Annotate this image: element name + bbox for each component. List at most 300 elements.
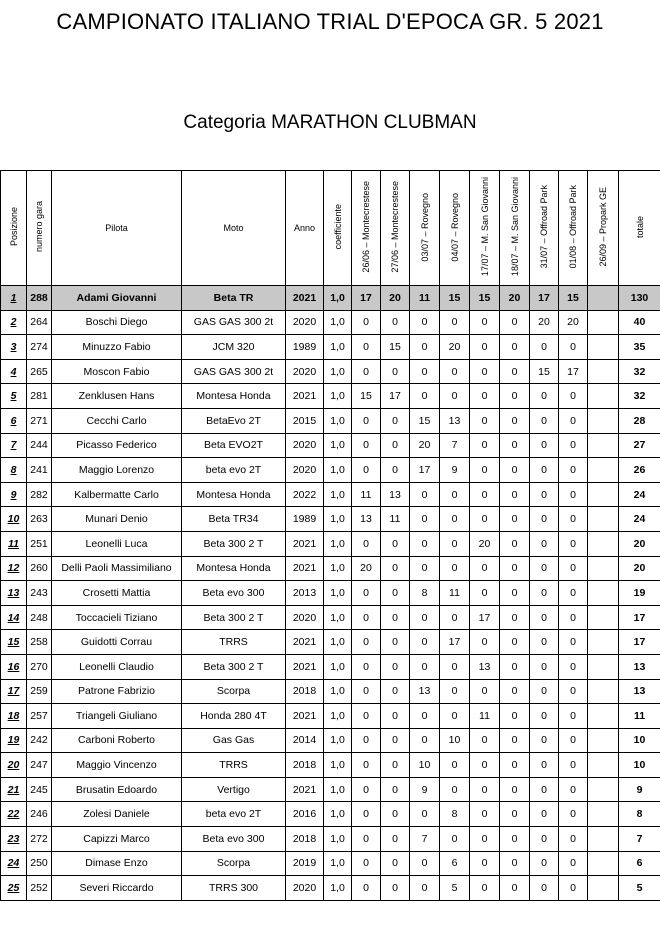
position-cell: 3 (1, 335, 27, 360)
race-points-cell: 0 (410, 704, 440, 729)
table-row (1, 384, 660, 409)
race-points-cell: 0 (440, 531, 470, 556)
race-number-cell: 243 (27, 581, 52, 606)
race-number-cell: 248 (27, 605, 52, 630)
race-points-cell: 0 (500, 704, 530, 729)
year-cell: 2020 (286, 458, 324, 483)
rider-name-cell: Patrone Fabrizio (52, 679, 182, 704)
race-points-cell: 0 (352, 654, 381, 679)
table-row (1, 335, 660, 360)
race-points-cell: 0 (410, 556, 440, 581)
total-cell: 28 (619, 408, 660, 433)
race-points-cell: 20 (440, 335, 470, 360)
race-points-cell: 0 (410, 384, 440, 409)
race-points-cell (588, 654, 619, 679)
race-points-cell: 20 (352, 556, 381, 581)
race-points-cell: 0 (352, 630, 381, 655)
total-cell: 7 (619, 827, 660, 852)
header-posizione: Posizione (1, 171, 27, 286)
race-points-cell: 0 (410, 802, 440, 827)
race-points-cell: 0 (470, 851, 500, 876)
position-cell: 8 (1, 458, 27, 483)
race-points-cell: 0 (470, 310, 500, 335)
race-points-cell: 17 (381, 384, 410, 409)
coefficient-cell: 1,0 (324, 310, 352, 335)
race-points-cell: 0 (410, 851, 440, 876)
race-points-cell: 0 (352, 335, 381, 360)
race-points-cell (588, 704, 619, 729)
bike-cell: Beta 300 2 T (182, 654, 286, 679)
race-points-cell: 0 (470, 335, 500, 360)
race-points-cell: 0 (381, 679, 410, 704)
table-row (1, 507, 660, 532)
race-points-cell: 0 (500, 531, 530, 556)
position-cell: 5 (1, 384, 27, 409)
race-points-cell: 0 (500, 679, 530, 704)
rider-name-cell: Minuzzo Fabio (52, 335, 182, 360)
coefficient-cell: 1,0 (324, 827, 352, 852)
rider-name-cell: Maggio Lorenzo (52, 458, 182, 483)
race-points-cell: 0 (381, 310, 410, 335)
coefficient-cell: 1,0 (324, 433, 352, 458)
position-cell: 17 (1, 679, 27, 704)
table-row (1, 753, 660, 778)
header-race-6: 18/07 – M. San Giovanni (500, 171, 530, 286)
race-points-cell: 0 (559, 654, 588, 679)
race-points-cell: 0 (500, 359, 530, 384)
total-cell: 27 (619, 433, 660, 458)
race-number-cell: 282 (27, 482, 52, 507)
race-points-cell: 0 (530, 704, 559, 729)
bike-cell: Beta EVO2T (182, 433, 286, 458)
bike-cell: GAS GAS 300 2t (182, 359, 286, 384)
total-cell: 24 (619, 482, 660, 507)
race-points-cell: 0 (500, 433, 530, 458)
race-points-cell: 0 (559, 802, 588, 827)
race-points-cell: 0 (500, 728, 530, 753)
coefficient-cell: 1,0 (324, 335, 352, 360)
rider-name-cell: Adami Giovanni (52, 286, 182, 311)
race-points-cell: 0 (352, 851, 381, 876)
total-cell: 9 (619, 777, 660, 802)
coefficient-cell: 1,0 (324, 556, 352, 581)
bike-cell: Vertigo (182, 777, 286, 802)
table-row (1, 679, 660, 704)
total-cell: 32 (619, 384, 660, 409)
race-points-cell: 0 (470, 876, 500, 901)
race-points-cell: 0 (559, 581, 588, 606)
standings-table (0, 170, 660, 901)
race-points-cell: 0 (500, 605, 530, 630)
position-cell: 22 (1, 802, 27, 827)
rider-name-cell: Leonelli Luca (52, 531, 182, 556)
race-points-cell: 0 (470, 753, 500, 778)
race-points-cell: 0 (559, 605, 588, 630)
race-points-cell: 0 (530, 827, 559, 852)
race-points-cell: 0 (559, 753, 588, 778)
race-points-cell: 0 (440, 507, 470, 532)
coefficient-cell: 1,0 (324, 679, 352, 704)
bike-cell: Beta evo 300 (182, 827, 286, 852)
race-points-cell: 0 (352, 310, 381, 335)
total-cell: 8 (619, 802, 660, 827)
year-cell: 1989 (286, 335, 324, 360)
rider-name-cell: Guidotti Corrau (52, 630, 182, 655)
position-cell: 19 (1, 728, 27, 753)
race-points-cell: 0 (500, 802, 530, 827)
year-cell: 2018 (286, 827, 324, 852)
race-points-cell: 6 (440, 851, 470, 876)
race-points-cell: 0 (381, 531, 410, 556)
race-points-cell: 0 (500, 408, 530, 433)
coefficient-cell: 1,0 (324, 507, 352, 532)
race-points-cell (588, 679, 619, 704)
race-points-cell: 0 (470, 728, 500, 753)
table-row (1, 310, 660, 335)
race-points-cell: 20 (500, 286, 530, 311)
race-points-cell: 0 (530, 802, 559, 827)
race-points-cell: 0 (352, 458, 381, 483)
race-points-cell: 0 (559, 876, 588, 901)
position-cell: 16 (1, 654, 27, 679)
table-row (1, 581, 660, 606)
rider-name-cell: Brusatin Edoardo (52, 777, 182, 802)
race-points-cell (588, 384, 619, 409)
race-points-cell: 0 (530, 728, 559, 753)
year-cell: 2020 (286, 605, 324, 630)
position-cell: 20 (1, 753, 27, 778)
rider-name-cell: Carboni Roberto (52, 728, 182, 753)
header-race-8: 01/08 – Offroad Park (559, 171, 588, 286)
rider-name-cell: Delli Paoli Massimiliano (52, 556, 182, 581)
race-points-cell (588, 507, 619, 532)
year-cell: 2021 (286, 286, 324, 311)
year-cell: 2021 (286, 704, 324, 729)
coefficient-cell: 1,0 (324, 286, 352, 311)
bike-cell: TRRS 300 (182, 876, 286, 901)
rider-name-cell: Moscon Fabio (52, 359, 182, 384)
race-points-cell: 0 (530, 556, 559, 581)
year-cell: 2021 (286, 777, 324, 802)
page-title: CAMPIONATO ITALIANO TRIAL D'EPOCA GR. 5 2021 (56, 9, 604, 34)
race-points-cell: 0 (440, 827, 470, 852)
year-cell: 2019 (286, 851, 324, 876)
race-points-cell: 0 (470, 408, 500, 433)
coefficient-cell: 1,0 (324, 777, 352, 802)
race-points-cell: 0 (500, 556, 530, 581)
race-points-cell (588, 728, 619, 753)
race-points-cell: 0 (440, 605, 470, 630)
race-points-cell: 0 (530, 482, 559, 507)
race-points-cell (588, 458, 619, 483)
header-race-2: 27/06 – Montecrestese (381, 171, 410, 286)
race-points-cell: 0 (381, 777, 410, 802)
race-points-cell: 17 (410, 458, 440, 483)
race-points-cell: 0 (500, 458, 530, 483)
race-points-cell (588, 531, 619, 556)
bike-cell: Beta 300 2 T (182, 531, 286, 556)
coefficient-cell: 1,0 (324, 704, 352, 729)
race-points-cell: 0 (440, 679, 470, 704)
header-row (1, 171, 660, 286)
race-points-cell: 0 (381, 802, 410, 827)
race-number-cell: 260 (27, 556, 52, 581)
coefficient-cell: 1,0 (324, 531, 352, 556)
rider-name-cell: Zolesi Daniele (52, 802, 182, 827)
header-anno: Anno (286, 171, 324, 286)
year-cell: 2021 (286, 556, 324, 581)
rider-name-cell: Dimase Enzo (52, 851, 182, 876)
coefficient-cell: 1,0 (324, 458, 352, 483)
position-cell: 11 (1, 531, 27, 556)
race-points-cell: 0 (381, 581, 410, 606)
race-points-cell: 0 (352, 777, 381, 802)
race-points-cell: 20 (559, 310, 588, 335)
race-points-cell (588, 581, 619, 606)
race-points-cell: 0 (352, 679, 381, 704)
race-points-cell: 0 (410, 728, 440, 753)
race-number-cell: 271 (27, 408, 52, 433)
race-points-cell: 0 (440, 777, 470, 802)
bike-cell: JCM 320 (182, 335, 286, 360)
race-points-cell (588, 605, 619, 630)
coefficient-cell: 1,0 (324, 630, 352, 655)
race-points-cell: 0 (440, 310, 470, 335)
table-row (1, 802, 660, 827)
year-cell: 2020 (286, 876, 324, 901)
year-cell: 2022 (286, 482, 324, 507)
race-points-cell: 0 (559, 433, 588, 458)
race-points-cell: 0 (559, 531, 588, 556)
race-number-cell: 252 (27, 876, 52, 901)
race-points-cell: 0 (500, 876, 530, 901)
race-points-cell: 0 (440, 704, 470, 729)
race-points-cell: 0 (470, 359, 500, 384)
race-points-cell: 0 (500, 777, 530, 802)
total-cell: 20 (619, 556, 660, 581)
table-row (1, 458, 660, 483)
race-points-cell: 13 (470, 654, 500, 679)
header-race-7: 31/07 – Offroad Park (530, 171, 559, 286)
rider-name-cell: Crosetti Mattia (52, 581, 182, 606)
race-number-cell: 281 (27, 384, 52, 409)
bike-cell: TRRS (182, 753, 286, 778)
year-cell: 2014 (286, 728, 324, 753)
total-cell: 40 (619, 310, 660, 335)
race-points-cell: 0 (410, 654, 440, 679)
coefficient-cell: 1,0 (324, 482, 352, 507)
race-number-cell: 247 (27, 753, 52, 778)
coefficient-cell: 1,0 (324, 359, 352, 384)
race-points-cell: 0 (500, 851, 530, 876)
table-row (1, 876, 660, 901)
table-row (1, 482, 660, 507)
race-points-cell: 11 (410, 286, 440, 311)
race-points-cell: 0 (381, 827, 410, 852)
race-number-cell: 242 (27, 728, 52, 753)
total-cell: 13 (619, 679, 660, 704)
race-points-cell: 0 (530, 605, 559, 630)
race-points-cell: 0 (440, 482, 470, 507)
race-points-cell: 20 (470, 531, 500, 556)
race-points-cell: 0 (470, 679, 500, 704)
race-points-cell: 0 (500, 507, 530, 532)
table-row (1, 728, 660, 753)
year-cell: 2021 (286, 630, 324, 655)
position-cell: 1 (1, 286, 27, 311)
race-points-cell: 15 (352, 384, 381, 409)
race-points-cell: 13 (440, 408, 470, 433)
standings-body (1, 286, 660, 901)
year-cell: 2021 (286, 654, 324, 679)
total-cell: 32 (619, 359, 660, 384)
bike-cell: BetaEvo 2T (182, 408, 286, 433)
year-cell: 2020 (286, 359, 324, 384)
race-points-cell: 0 (559, 704, 588, 729)
total-cell: 17 (619, 630, 660, 655)
race-points-cell: 17 (530, 286, 559, 311)
race-points-cell: 15 (470, 286, 500, 311)
race-points-cell: 15 (440, 286, 470, 311)
race-points-cell: 15 (410, 408, 440, 433)
race-points-cell: 0 (381, 630, 410, 655)
race-points-cell: 0 (352, 876, 381, 901)
coefficient-cell: 1,0 (324, 581, 352, 606)
table-row (1, 630, 660, 655)
position-cell: 18 (1, 704, 27, 729)
bike-cell: Montesa Honda (182, 384, 286, 409)
race-points-cell: 0 (381, 605, 410, 630)
race-points-cell (588, 482, 619, 507)
race-points-cell: 0 (352, 605, 381, 630)
position-cell: 25 (1, 876, 27, 901)
bike-cell: beta evo 2T (182, 802, 286, 827)
race-points-cell: 0 (559, 556, 588, 581)
race-points-cell: 0 (559, 827, 588, 852)
race-points-cell: 0 (410, 630, 440, 655)
race-points-cell: 0 (559, 777, 588, 802)
position-cell: 21 (1, 777, 27, 802)
race-points-cell: 0 (559, 482, 588, 507)
year-cell: 2016 (286, 802, 324, 827)
header-race-1: 26/06 – Montecrestese (352, 171, 381, 286)
race-points-cell: 0 (530, 408, 559, 433)
year-cell: 2018 (286, 679, 324, 704)
year-cell: 2021 (286, 384, 324, 409)
total-cell: 26 (619, 458, 660, 483)
bike-cell: Beta evo 300 (182, 581, 286, 606)
year-cell: 2018 (286, 753, 324, 778)
race-points-cell (588, 433, 619, 458)
header-race-9: 26/09 – Propark GE (588, 171, 619, 286)
race-points-cell: 0 (410, 531, 440, 556)
race-points-cell (588, 753, 619, 778)
race-points-cell: 0 (559, 507, 588, 532)
race-points-cell: 10 (440, 728, 470, 753)
table-row (1, 704, 660, 729)
race-points-cell: 0 (381, 359, 410, 384)
race-points-cell: 0 (500, 827, 530, 852)
position-cell: 23 (1, 827, 27, 852)
race-points-cell: 17 (559, 359, 588, 384)
race-points-cell: 0 (500, 654, 530, 679)
coefficient-cell: 1,0 (324, 408, 352, 433)
rider-name-cell: Kalbermatte Carlo (52, 482, 182, 507)
rider-name-cell: Munari Denio (52, 507, 182, 532)
rider-name-cell: Picasso Federico (52, 433, 182, 458)
race-number-cell: 257 (27, 704, 52, 729)
bike-cell: Beta 300 2 T (182, 605, 286, 630)
total-cell: 17 (619, 605, 660, 630)
race-number-cell: 274 (27, 335, 52, 360)
race-points-cell: 0 (559, 458, 588, 483)
total-cell: 24 (619, 507, 660, 532)
total-cell: 19 (619, 581, 660, 606)
race-points-cell: 0 (530, 876, 559, 901)
rider-name-cell: Cecchi Carlo (52, 408, 182, 433)
race-points-cell (588, 876, 619, 901)
bike-cell: beta evo 2T (182, 458, 286, 483)
year-cell: 2013 (286, 581, 324, 606)
race-points-cell: 0 (352, 827, 381, 852)
race-points-cell: 0 (381, 728, 410, 753)
race-points-cell: 13 (381, 482, 410, 507)
race-points-cell: 0 (440, 384, 470, 409)
race-points-cell: 0 (352, 704, 381, 729)
race-points-cell: 17 (470, 605, 500, 630)
table-row (1, 556, 660, 581)
race-number-cell: 270 (27, 654, 52, 679)
race-points-cell (588, 335, 619, 360)
race-points-cell: 0 (530, 384, 559, 409)
position-cell: 6 (1, 408, 27, 433)
table-row (1, 433, 660, 458)
race-points-cell (588, 851, 619, 876)
race-points-cell: 0 (470, 482, 500, 507)
race-points-cell (588, 777, 619, 802)
race-number-cell: 245 (27, 777, 52, 802)
race-number-cell: 263 (27, 507, 52, 532)
race-points-cell: 7 (410, 827, 440, 852)
coefficient-cell: 1,0 (324, 728, 352, 753)
race-points-cell (588, 408, 619, 433)
position-cell: 12 (1, 556, 27, 581)
position-cell: 24 (1, 851, 27, 876)
race-points-cell: 8 (410, 581, 440, 606)
race-points-cell: 15 (381, 335, 410, 360)
race-number-cell: 265 (27, 359, 52, 384)
race-points-cell: 0 (381, 654, 410, 679)
race-points-cell: 8 (440, 802, 470, 827)
race-points-cell: 0 (352, 408, 381, 433)
race-points-cell: 0 (530, 581, 559, 606)
bike-cell: Scorpa (182, 679, 286, 704)
race-points-cell: 0 (500, 310, 530, 335)
race-points-cell (588, 802, 619, 827)
rider-name-cell: Zenklusen Hans (52, 384, 182, 409)
header-totale: totale (619, 171, 660, 286)
coefficient-cell: 1,0 (324, 654, 352, 679)
race-points-cell: 0 (559, 851, 588, 876)
race-number-cell: 259 (27, 679, 52, 704)
bike-cell: GAS GAS 300 2t (182, 310, 286, 335)
header-race-3: 03/07 – Rovegno (410, 171, 440, 286)
race-points-cell: 0 (381, 433, 410, 458)
position-cell: 4 (1, 359, 27, 384)
rider-name-cell: Leonelli Claudio (52, 654, 182, 679)
table-row (1, 359, 660, 384)
race-points-cell: 0 (500, 581, 530, 606)
